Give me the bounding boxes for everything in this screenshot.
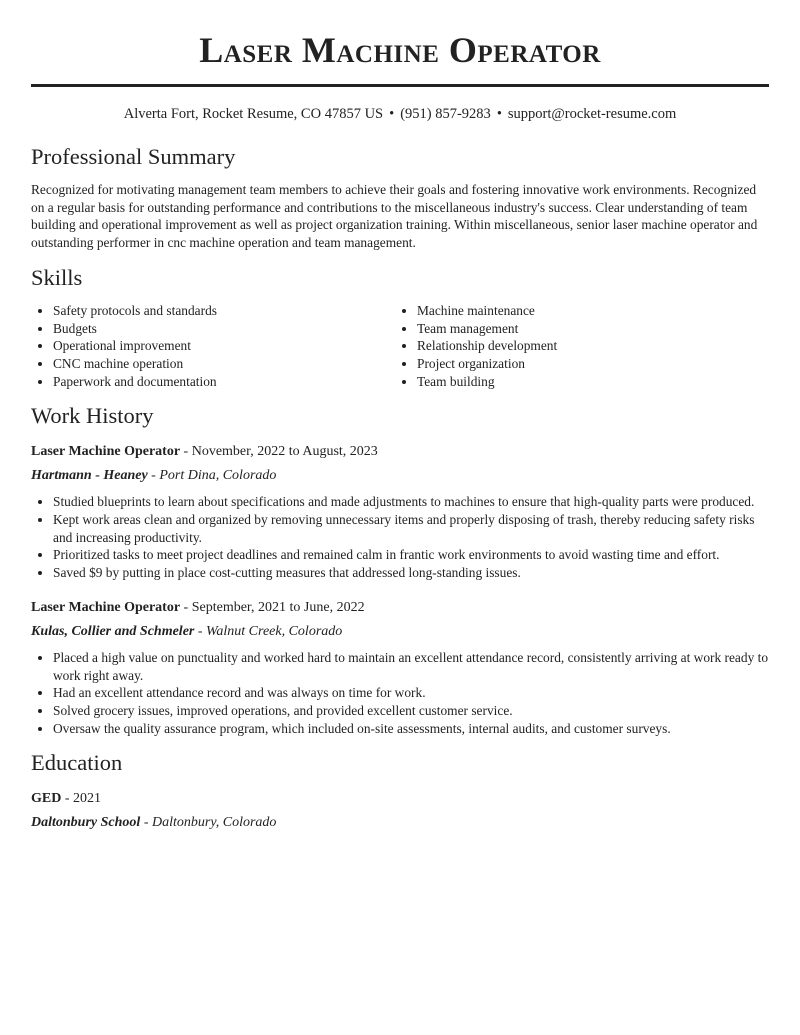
school-line	[31, 813, 769, 832]
job-dates: - November, 2022 to August, 2023	[180, 444, 378, 460]
skill-item: • Relationship development	[417, 337, 759, 355]
job-title: Laser Machine Operator	[31, 599, 181, 615]
degree-year: - 2021	[61, 791, 102, 807]
job-bullet: • Placed a high value on punctuality and worked hard to maintain an excellent attendance record, consistently arriving at work ready to work right away.	[53, 649, 769, 684]
job-dates: - September, 2021 to June, 2022	[180, 599, 365, 615]
job-entry	[31, 598, 769, 738]
contact-separator: •	[496, 106, 502, 122]
job-bullets	[31, 649, 769, 738]
skill-item: • CNC machine operation	[53, 355, 395, 373]
resume-page	[31, 0, 769, 832]
contact-email: support@rocket-resume.com	[507, 106, 677, 122]
job-bullet: • Oversaw the quality assurance program, which included on-site assessments, internal audits, and customer surveys.	[53, 720, 769, 738]
education-heading: Education	[31, 750, 123, 776]
company-line	[31, 466, 769, 485]
contact-address: Alverta Fort, Rocket Resume, CO 47857 US	[123, 106, 384, 122]
header-rule	[31, 84, 769, 87]
skills-list	[31, 302, 769, 391]
job-bullet: • Solved grocery issues, improved operations, and provided excellent customer service.	[53, 702, 769, 720]
job-bullet: • Studied blueprints to learn about specifications and made adjustments to machines to ensure that high-quality parts were produced.	[53, 493, 769, 511]
company-line	[31, 622, 769, 641]
company-location: - Walnut Creek, Colorado	[194, 623, 343, 639]
job-bullets	[31, 493, 769, 582]
skill-item: • Team building	[417, 373, 759, 391]
skill-item: • Budgets	[53, 320, 395, 338]
skill-item: • Operational improvement	[53, 337, 395, 355]
skill-item: • Team management	[417, 320, 759, 338]
skill-item: • Machine maintenance	[417, 302, 759, 320]
skill-item: • Project organization	[417, 355, 759, 373]
school-name: Daltonbury School	[31, 815, 141, 831]
degree: GED	[31, 791, 62, 807]
job-title: Laser Machine Operator	[31, 444, 181, 460]
job-bullet: • Saved $9 by putting in place cost-cutting measures that addressed long-standing issues.	[53, 564, 769, 582]
skills-column-right	[395, 302, 759, 391]
work-history-heading: Work History	[31, 403, 154, 429]
skill-item: • Paperwork and documentation	[53, 373, 395, 391]
contact-line	[31, 105, 769, 123]
summary-heading: Professional Summary	[31, 144, 236, 169]
job-title-line	[31, 598, 769, 618]
job-bullet: • Kept work areas clean and organized by removing unnecessary items and properly disposing of trash, thereby reducing safety risks and increasing productivity.	[53, 511, 769, 546]
skills-column-left	[31, 302, 395, 391]
company-name: Hartmann - Heaney	[31, 468, 148, 484]
job-entry	[31, 442, 769, 582]
company-name: Kulas, Collier and Schmeler	[31, 623, 195, 639]
contact-phone: (951) 857-9283	[400, 106, 491, 122]
resume-name: Laser Machine Operator	[199, 30, 601, 70]
job-bullet: • Prioritized tasks to meet project deadlines and remained calm in frantic work environments to avoid wasting time and effort.	[53, 546, 769, 564]
degree-line	[31, 789, 769, 809]
job-title-line	[31, 442, 769, 462]
skills-heading: Skills	[31, 264, 83, 290]
school-location: - Daltonbury, Colorado	[140, 815, 277, 831]
education-entry	[31, 789, 769, 832]
contact-separator: •	[389, 106, 395, 122]
summary-text: Recognized for motivating management team members to achieve their goals and fostering innovative work environments. Recognized on a regular basis for outstanding performance and contributions to the miscellaneous industry's success. Clear understanding of team building and operational improvement as well as project organization training. Within miscellaneous, senior laser machine operator and outstanding performer in cnc machine operation and team management.	[31, 182, 758, 251]
skill-item: • Safety protocols and standards	[53, 302, 395, 320]
company-location: - Port Dina, Colorado	[147, 468, 277, 484]
job-bullet: • Had an excellent attendance record and was always on time for work.	[53, 684, 769, 702]
